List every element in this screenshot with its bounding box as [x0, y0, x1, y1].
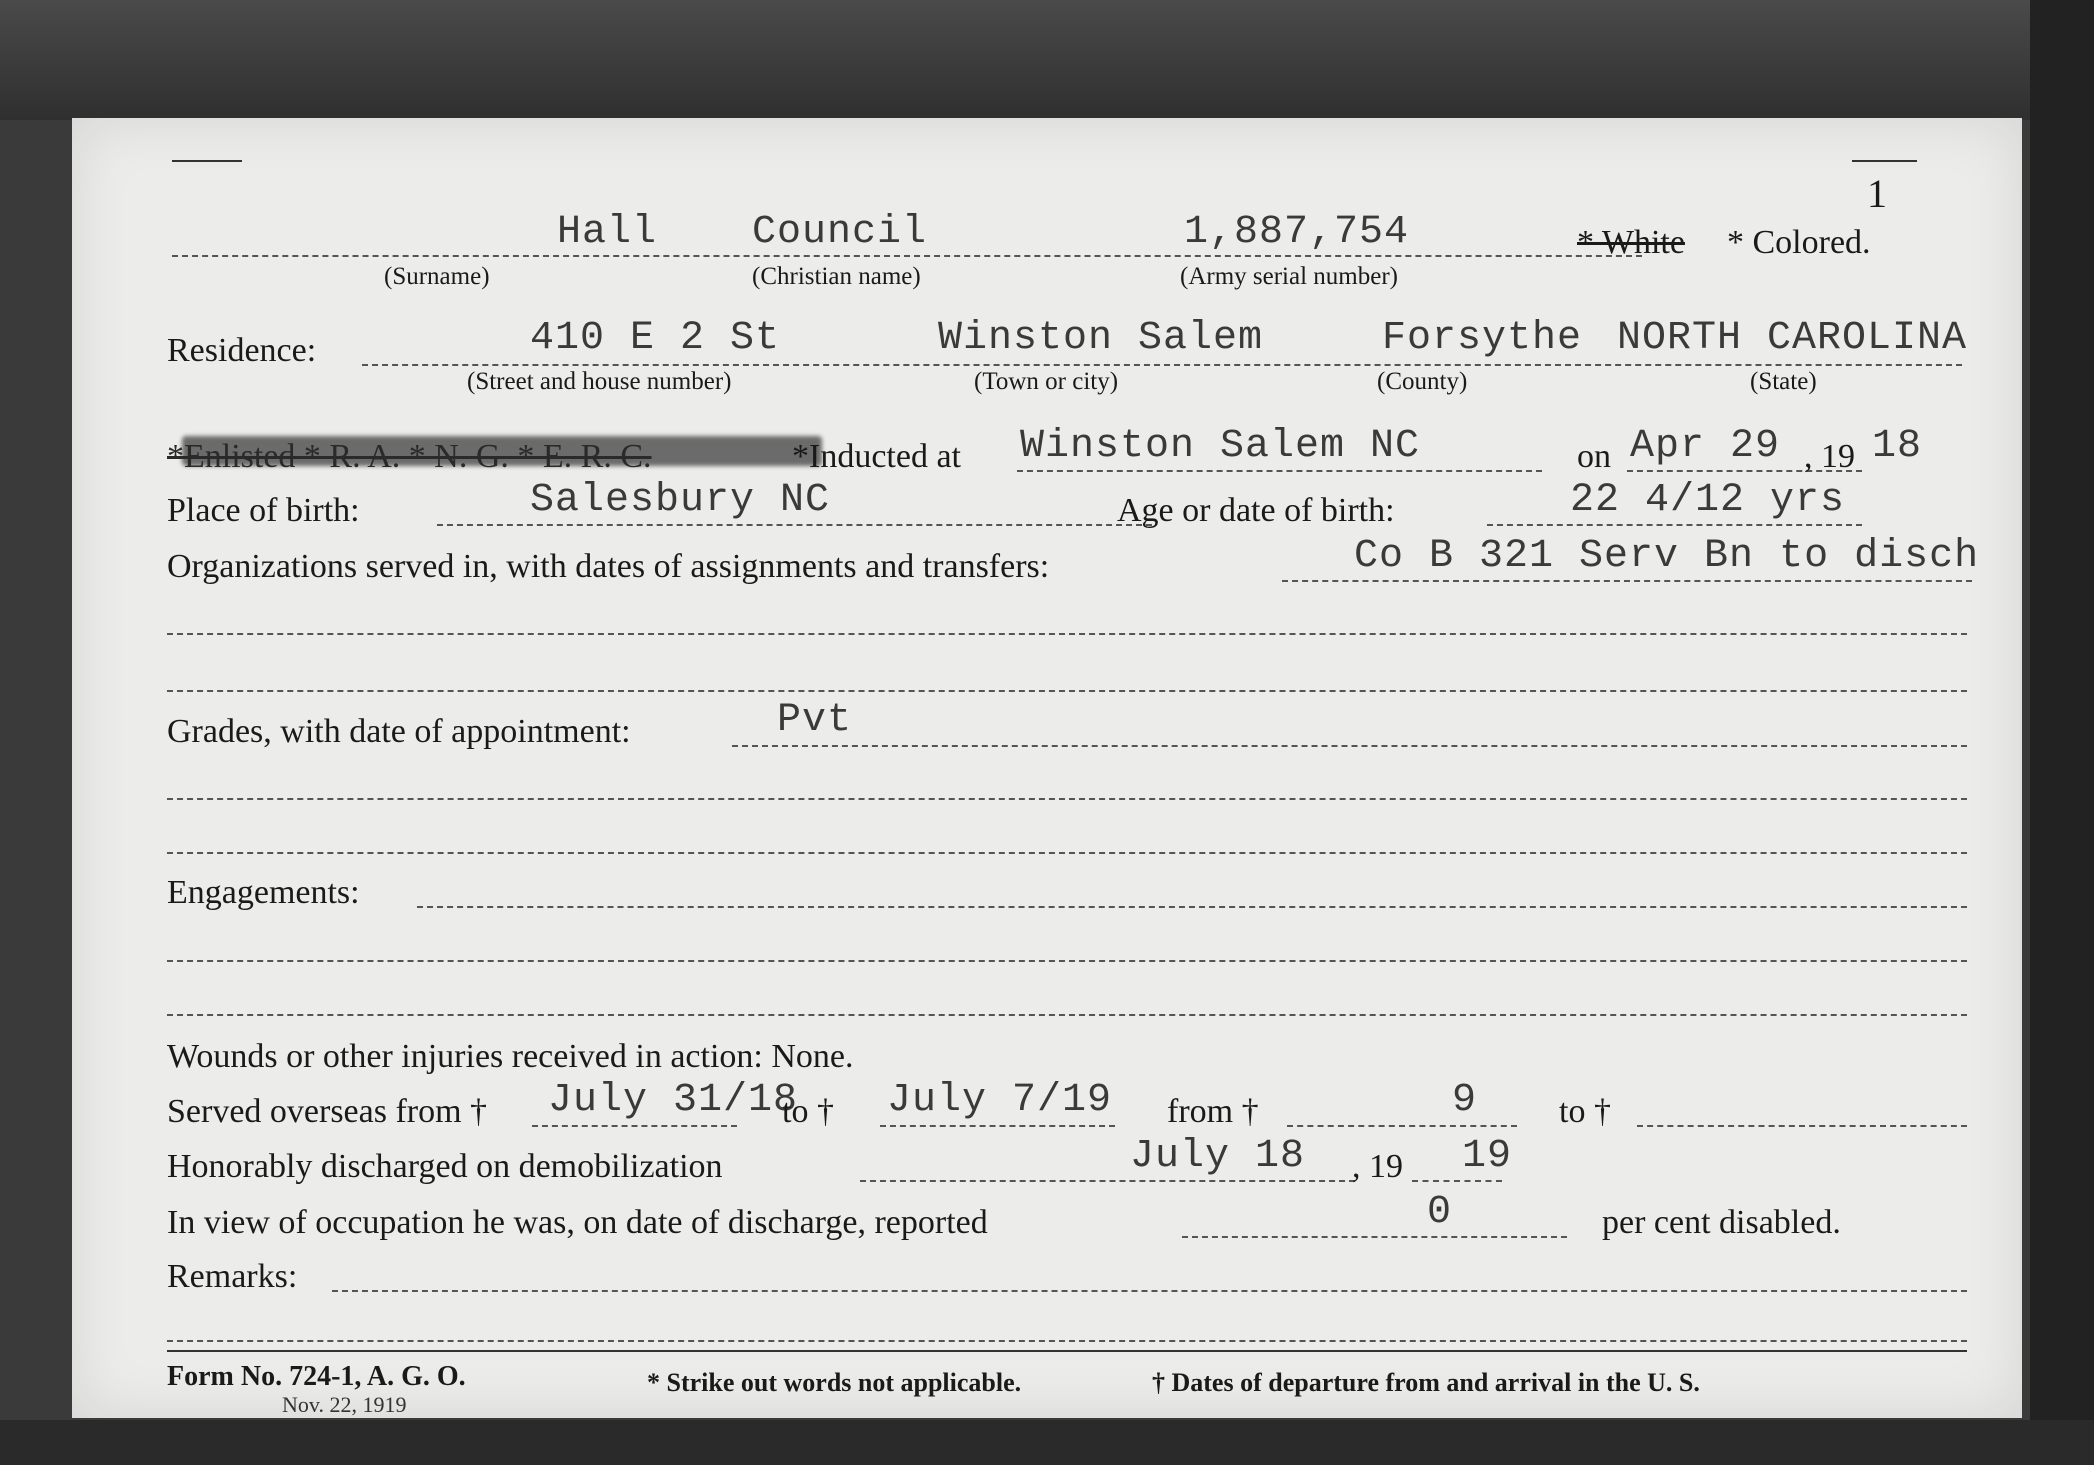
enlistment-options: *Enlisted * R. A. * N. G. * E. R. C. — [167, 438, 652, 475]
background-right — [2030, 0, 2094, 1465]
engagements-line — [417, 906, 1967, 908]
surname-caption: (Surname) — [384, 263, 490, 290]
residence-line — [362, 364, 1962, 366]
engagements-line-2 — [167, 960, 1967, 962]
disabled-label: In view of occupation he was, on date of discharge, reported — [167, 1204, 988, 1241]
surname-value: Hall — [557, 210, 658, 255]
record-card — [72, 118, 2022, 1418]
inducted-date-value: Apr 29 — [1630, 424, 1781, 469]
overseas-to-line — [880, 1125, 1115, 1127]
state-value: NORTH CAROLINA — [1617, 316, 1968, 361]
remarks-line-2 — [167, 1340, 1967, 1342]
organizations-value: Co B 321 Serv Bn to disch — [1354, 534, 1980, 579]
footer-rule — [167, 1350, 1967, 1352]
discharge-date-value: July 18 — [1130, 1134, 1306, 1179]
overseas-from2-line — [1287, 1125, 1517, 1127]
wounds-text: Wounds or other injuries received in action: None. — [167, 1038, 854, 1075]
inducted-at-value: Winston Salem NC — [1020, 424, 1421, 469]
page-number: 1 — [1867, 171, 1887, 216]
grades-label: Grades, with date of appointment: — [167, 713, 631, 750]
grades-line-3 — [167, 852, 1967, 854]
footnote-strike: * Strike out words not applicable. — [647, 1368, 1022, 1397]
organizations-label: Organizations served in, with dates of assignments and transfers: — [167, 548, 1050, 585]
organizations-line — [1282, 580, 1972, 582]
overseas-to2-label: to † — [1559, 1093, 1611, 1130]
remarks-line — [332, 1290, 1967, 1292]
overseas-from-line — [532, 1125, 737, 1127]
name-line — [172, 255, 1642, 257]
percent-disabled-label: per cent disabled. — [1602, 1204, 1841, 1241]
birthplace-line — [437, 524, 1152, 526]
engagements-line-3 — [167, 1014, 1967, 1016]
grades-line-2 — [167, 798, 1967, 800]
race-colored-label: * Colored. — [1727, 224, 1871, 261]
serial-number-caption: (Army serial number) — [1180, 263, 1398, 290]
overseas-from2-label: from † — [1167, 1093, 1259, 1130]
age-label: Age or date of birth: — [1117, 492, 1395, 529]
age-value: 22 4/12 yrs — [1570, 478, 1846, 523]
grades-line — [732, 745, 1967, 747]
background-top — [0, 0, 2094, 120]
corner-rule-left — [172, 160, 242, 162]
organizations-line-2 — [167, 633, 1967, 635]
christian-name-caption: (Christian name) — [752, 263, 921, 290]
overseas-to2-line — [1637, 1125, 1967, 1127]
year-prefix: , 19 — [1804, 438, 1855, 475]
street-caption: (Street and house number) — [467, 368, 732, 395]
inducted-year-value: 18 — [1872, 424, 1923, 469]
corner-rule-right — [1852, 160, 1917, 162]
form-number: Form No. 724-1, A. G. O. — [167, 1361, 466, 1392]
engagements-label: Engagements: — [167, 874, 360, 911]
overseas-label: Served overseas from † — [167, 1093, 488, 1130]
organizations-line-3 — [167, 690, 1967, 692]
form-date: Nov. 22, 1919 — [282, 1392, 407, 1417]
overseas-to-value: July 7/19 — [887, 1078, 1113, 1123]
on-label: on — [1577, 438, 1611, 475]
town-caption: (Town or city) — [974, 368, 1119, 395]
discharge-year-value: 19 — [1462, 1134, 1513, 1179]
background-bottom — [0, 1420, 2094, 1465]
footnote-dates: † Dates of departure from and arrival in the U. S. — [1152, 1368, 1700, 1397]
street-value: 410 E 2 St — [530, 316, 781, 361]
remarks-label: Remarks: — [167, 1258, 298, 1295]
discharged-label: Honorably discharged on demobilization — [167, 1148, 723, 1185]
christian-name-value: Council — [752, 210, 928, 255]
state-caption: (State) — [1750, 368, 1817, 395]
discharged-line — [860, 1180, 1355, 1182]
overseas-from-value: July 31/18 — [548, 1078, 799, 1123]
residence-label: Residence: — [167, 332, 317, 369]
age-line — [1487, 524, 1862, 526]
overseas-to-label: to † — [782, 1093, 834, 1130]
discharge-year-prefix: , 19 — [1352, 1148, 1403, 1185]
birthplace-value: Salesbury NC — [530, 478, 831, 523]
county-value: Forsythe — [1382, 316, 1583, 361]
serial-number-value: 1,887,754 — [1184, 210, 1410, 255]
disabled-line — [1182, 1236, 1567, 1238]
discharge-year-line — [1412, 1180, 1502, 1182]
town-value: Winston Salem — [938, 316, 1264, 361]
overseas-from2-value: 9 — [1452, 1078, 1478, 1123]
disabled-value: 0 — [1427, 1190, 1453, 1235]
inducted-label: *Inducted at — [792, 438, 961, 475]
race-white-label: * White — [1577, 224, 1685, 261]
birthplace-label: Place of birth: — [167, 492, 360, 529]
grades-value: Pvt — [777, 698, 853, 743]
inducted-line — [1017, 470, 1542, 472]
county-caption: (County) — [1377, 368, 1468, 395]
